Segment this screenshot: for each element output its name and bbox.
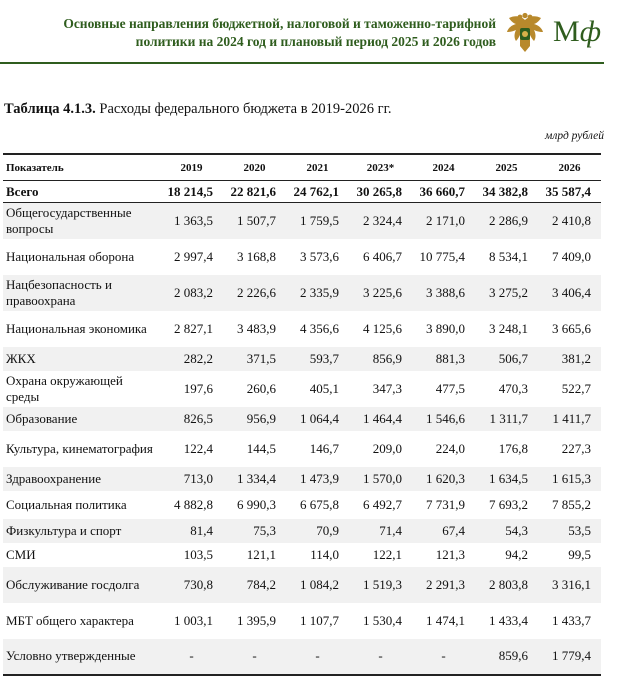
row-label: Нацбезопасность и правоохрана [3,275,160,311]
cell-value: 1 507,7 [223,203,286,239]
table-row-total [3,181,601,203]
table-number: Таблица 4.1.3. [4,101,96,117]
cell-value: 10 775,4 [419,248,465,264]
table-row [3,239,601,275]
cell-value: 1 620,3 [412,467,475,491]
cell-value: - [223,639,286,675]
column-header-year: 2020 [223,154,286,181]
row-label: Охрана окружающей среды [6,372,123,404]
row-label: СМИ [6,546,36,562]
document-title-line-1: Основные направления бюджетной, налоговой и таможенно-тарифной [63,16,496,31]
cell-value: 477,5 [435,380,465,396]
cell-value: 371,5 [223,347,286,371]
cell-value: 3 275,2 [475,275,538,311]
cell-value: 2 324,4 [349,203,412,239]
cell-value: 1 064,4 [286,407,349,431]
cell-value: 2 997,4 [174,248,213,264]
cell-value: 3 665,6 [552,320,591,336]
cell-value: 1 084,2 [286,567,349,603]
cell-value: 34 382,8 [475,181,538,203]
cell-value: 1 464,4 [349,407,412,431]
table-row [3,203,601,239]
cell-value: 1 395,9 [237,612,276,628]
cell-value: 1 474,1 [426,612,465,628]
row-label: Здравоохранение [3,467,160,491]
cell-value: 75,3 [223,519,286,543]
cell-value: 35 587,4 [538,181,601,203]
column-header-year: 2021 [286,154,349,181]
cell-value: 2 171,0 [412,203,475,239]
cell-value: 67,4 [412,519,475,543]
column-header-year: 2024 [412,154,475,181]
cell-value: 2 286,9 [475,203,538,239]
row-label: Национальная оборона [6,248,135,264]
cell-value: 6 675,8 [300,496,339,512]
cell-value: 3 406,4 [538,275,601,311]
cell-value: 2 335,9 [286,275,349,311]
cell-value: 6 492,7 [363,496,402,512]
cell-value: 2 803,8 [475,567,538,603]
cell-value: 99,5 [568,546,591,562]
cell-value: 470,3 [498,380,528,396]
column-header-indicator: Показатель [3,154,160,181]
cell-value: 282,2 [160,347,223,371]
cell-value: 1 311,7 [475,407,538,431]
table-row [3,347,601,371]
table-title: Расходы федерального бюджета в 2019-2026 гг. [95,101,392,117]
cell-value: 18 214,5 [160,181,223,203]
cell-value: 176,8 [498,440,528,456]
cell-value: 2 226,6 [223,275,286,311]
cell-value: 53,5 [538,519,601,543]
cell-value: 1 334,4 [223,467,286,491]
cell-value: 1 433,7 [552,612,591,628]
cell-value: 146,7 [309,440,339,456]
expenditure-table [3,153,601,676]
cell-value: 1 615,3 [538,467,601,491]
cell-value: 3 168,8 [237,248,276,264]
document-title-line-2: политики на 2024 год и плановый период 2025 и 2026 годов [135,34,496,49]
cell-value: 197,6 [183,380,213,396]
cell-value: 1 519,3 [349,567,412,603]
table-units: млрд рублей [545,130,604,142]
cell-value: 405,1 [309,380,339,396]
cell-value: 7 855,2 [552,496,591,512]
row-label: Культура, кинематография [6,440,153,456]
cell-value: 94,2 [505,546,528,562]
cell-value: 224,0 [435,440,465,456]
cell-value: 2 410,8 [538,203,601,239]
cell-value: 2 291,3 [412,567,475,603]
cell-value: - [412,639,475,675]
cell-value: 71,4 [349,519,412,543]
cell-value: 36 660,7 [412,181,475,203]
table-row [3,491,601,519]
cell-value: 1 003,1 [174,612,213,628]
cell-value: 713,0 [160,467,223,491]
cell-value: 227,3 [561,440,591,456]
cell-value: 826,5 [160,407,223,431]
cell-value: 144,5 [246,440,276,456]
cell-value: 4 882,8 [174,496,213,512]
cell-value: 7 731,9 [426,496,465,512]
table-row [3,639,601,675]
cell-value: 122,4 [183,440,213,456]
column-header-year: 2019 [160,154,223,181]
row-label: Национальная экономика [6,320,147,336]
table-row [3,407,601,431]
row-label: Условно утвержденные [3,639,160,675]
cell-value: 103,5 [183,546,213,562]
table-caption [4,101,392,118]
cell-value: - [349,639,412,675]
cell-value: 1 570,0 [349,467,412,491]
cell-value: 7 409,0 [552,248,591,264]
row-label: Общегосударственные вопросы [3,203,160,239]
cell-value: 8 534,1 [489,248,528,264]
cell-value: 209,0 [372,440,402,456]
cell-value: 956,9 [223,407,286,431]
table-row [3,543,601,567]
cell-value: 3 573,6 [300,248,339,264]
row-label: МБТ общего характера [6,612,134,628]
cell-value: 24 762,1 [286,181,349,203]
row-label: Всего [3,181,160,203]
cell-value: 593,7 [286,347,349,371]
logo-letter-f: ф [579,15,601,48]
cell-value: 347,3 [372,380,402,396]
cell-value: 3 225,6 [349,275,412,311]
table-header [3,154,601,181]
row-label: Социальная политика [6,496,127,512]
cell-value: 1 363,5 [160,203,223,239]
cell-value: 22 821,6 [223,181,286,203]
cell-value: 3 248,1 [489,320,528,336]
cell-value: 7 693,2 [489,496,528,512]
table-row [3,603,601,639]
cell-value: 859,6 [475,639,538,675]
cell-value: 730,8 [160,567,223,603]
row-label: Образование [3,407,160,431]
table-row [3,567,601,603]
cell-value: 1 546,6 [412,407,475,431]
cell-value: 70,9 [286,519,349,543]
cell-value: 381,2 [538,347,601,371]
cell-value: 54,3 [475,519,538,543]
cell-value: 6 990,3 [237,496,276,512]
cell-value: 4 125,6 [363,320,402,336]
cell-value: 2 083,2 [160,275,223,311]
table-header-row [3,154,601,181]
table-body [3,181,601,675]
cell-value: 1 107,7 [300,612,339,628]
cell-value: 1 779,4 [538,639,601,675]
table-row [3,519,601,543]
cell-value: - [286,639,349,675]
cell-value: 3 316,1 [538,567,601,603]
table-row [3,371,601,407]
cell-value: 4 356,6 [300,320,339,336]
table-row [3,311,601,347]
document-header [0,0,640,64]
table-row [3,467,601,491]
cell-value: 1 759,5 [286,203,349,239]
cell-value: 522,7 [561,380,591,396]
cell-value: 6 406,7 [363,248,402,264]
cell-value: 122,1 [372,546,402,562]
cell-value: 881,3 [412,347,475,371]
cell-value: 260,6 [246,380,276,396]
cell-value: 114,0 [310,546,339,562]
cell-value: 121,1 [246,546,276,562]
row-label: Обслуживание госдолга [3,567,160,603]
table-row [3,431,601,467]
header-divider [0,62,604,64]
cell-value: - [160,639,223,675]
column-header-year: 2026 [538,154,601,181]
cell-value: 81,4 [160,519,223,543]
cell-value: 3 483,9 [237,320,276,336]
logo-letter-m: М [553,15,580,48]
column-header-year: 2025 [475,154,538,181]
cell-value: 1 411,7 [538,407,601,431]
cell-value: 2 827,1 [174,320,213,336]
coat-of-arms-icon [503,12,547,58]
cell-value: 30 265,8 [349,181,412,203]
cell-value: 784,2 [223,567,286,603]
row-label: ЖКХ [3,347,160,371]
cell-value: 3 890,0 [426,320,465,336]
cell-value: 1 634,5 [475,467,538,491]
cell-value: 1 530,4 [363,612,402,628]
ministry-logo [553,12,601,52]
cell-value: 856,9 [349,347,412,371]
cell-value: 121,3 [435,546,465,562]
cell-value: 3 388,6 [412,275,475,311]
row-label: Физкультура и спорт [3,519,160,543]
table-row [3,275,601,311]
column-header-year: 2023* [349,154,412,181]
cell-value: 1 433,4 [489,612,528,628]
cell-value: 506,7 [475,347,538,371]
cell-value: 1 473,9 [286,467,349,491]
